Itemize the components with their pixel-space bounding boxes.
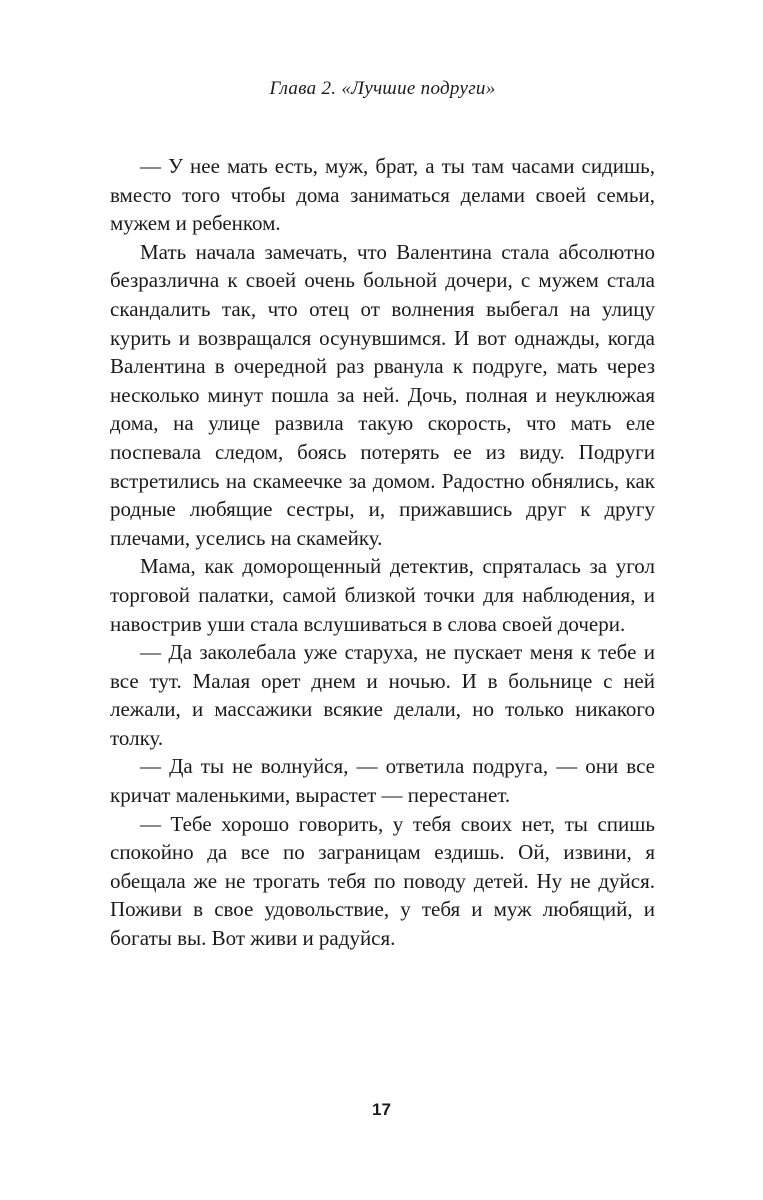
body-text <box>110 152 655 953</box>
paragraph: — У нее мать есть, муж, брат, а ты там часами сидишь, вместо того чтобы дома заниматься делами своей семьи, мужем и ребенком. <box>110 154 655 236</box>
paragraph: — Да заколебала уже старуха, не пускает меня к тебе и все тут. Малая орет днем и ночью. И в больнице с ней лежали, и массажики всякие делали, но только никакого толку. <box>110 640 655 750</box>
paragraph: — Да ты не волнуйся, — ответила подруга, — они все кричат маленькими, вырастет — перестанет. <box>110 754 655 808</box>
chapter-header: Глава 2. «Лучшие подруги» <box>269 78 496 99</box>
page-number: 17 <box>372 1100 391 1119</box>
paragraph: — Тебе хорошо говорить, у тебя своих нет, ты спишь спокойно да все по заграницам ездишь. Ой, извини, я обещала же не трогать тебя по поводу детей. Ну не дуйся. Поживи в свое удовольствие, у тебя и муж любящий, и богаты вы. Вот живи и радуйся. <box>110 811 655 951</box>
paragraph: Мать начала замечать, что Валентина стала абсолютно безразлична к своей очень больной дочери, с мужем стала скандалить так, что отец от волнения выбегал на улицу курить и возвращался осунувшимся. И вот однажды, когда Валентина в очередной раз рванула к подруге, мать через несколько минут пошла за ней. Дочь, полная и неуклюжая дома, на улице развила такую скорость, что мать еле поспевала следом, боясь потерять ее из виду. Подруги встретились на скамеечке за домом. Радостно обнялись, как родные любящие сестры, и, прижавшись друг к другу плечами, уселись на скамейку. <box>110 239 655 550</box>
paragraph: Мама, как доморощенный детектив, спряталась за угол торговой палатки, самой близкой точки для наблюдения, и навострив уши стала вслушиваться в слова своей дочери. <box>110 554 655 636</box>
